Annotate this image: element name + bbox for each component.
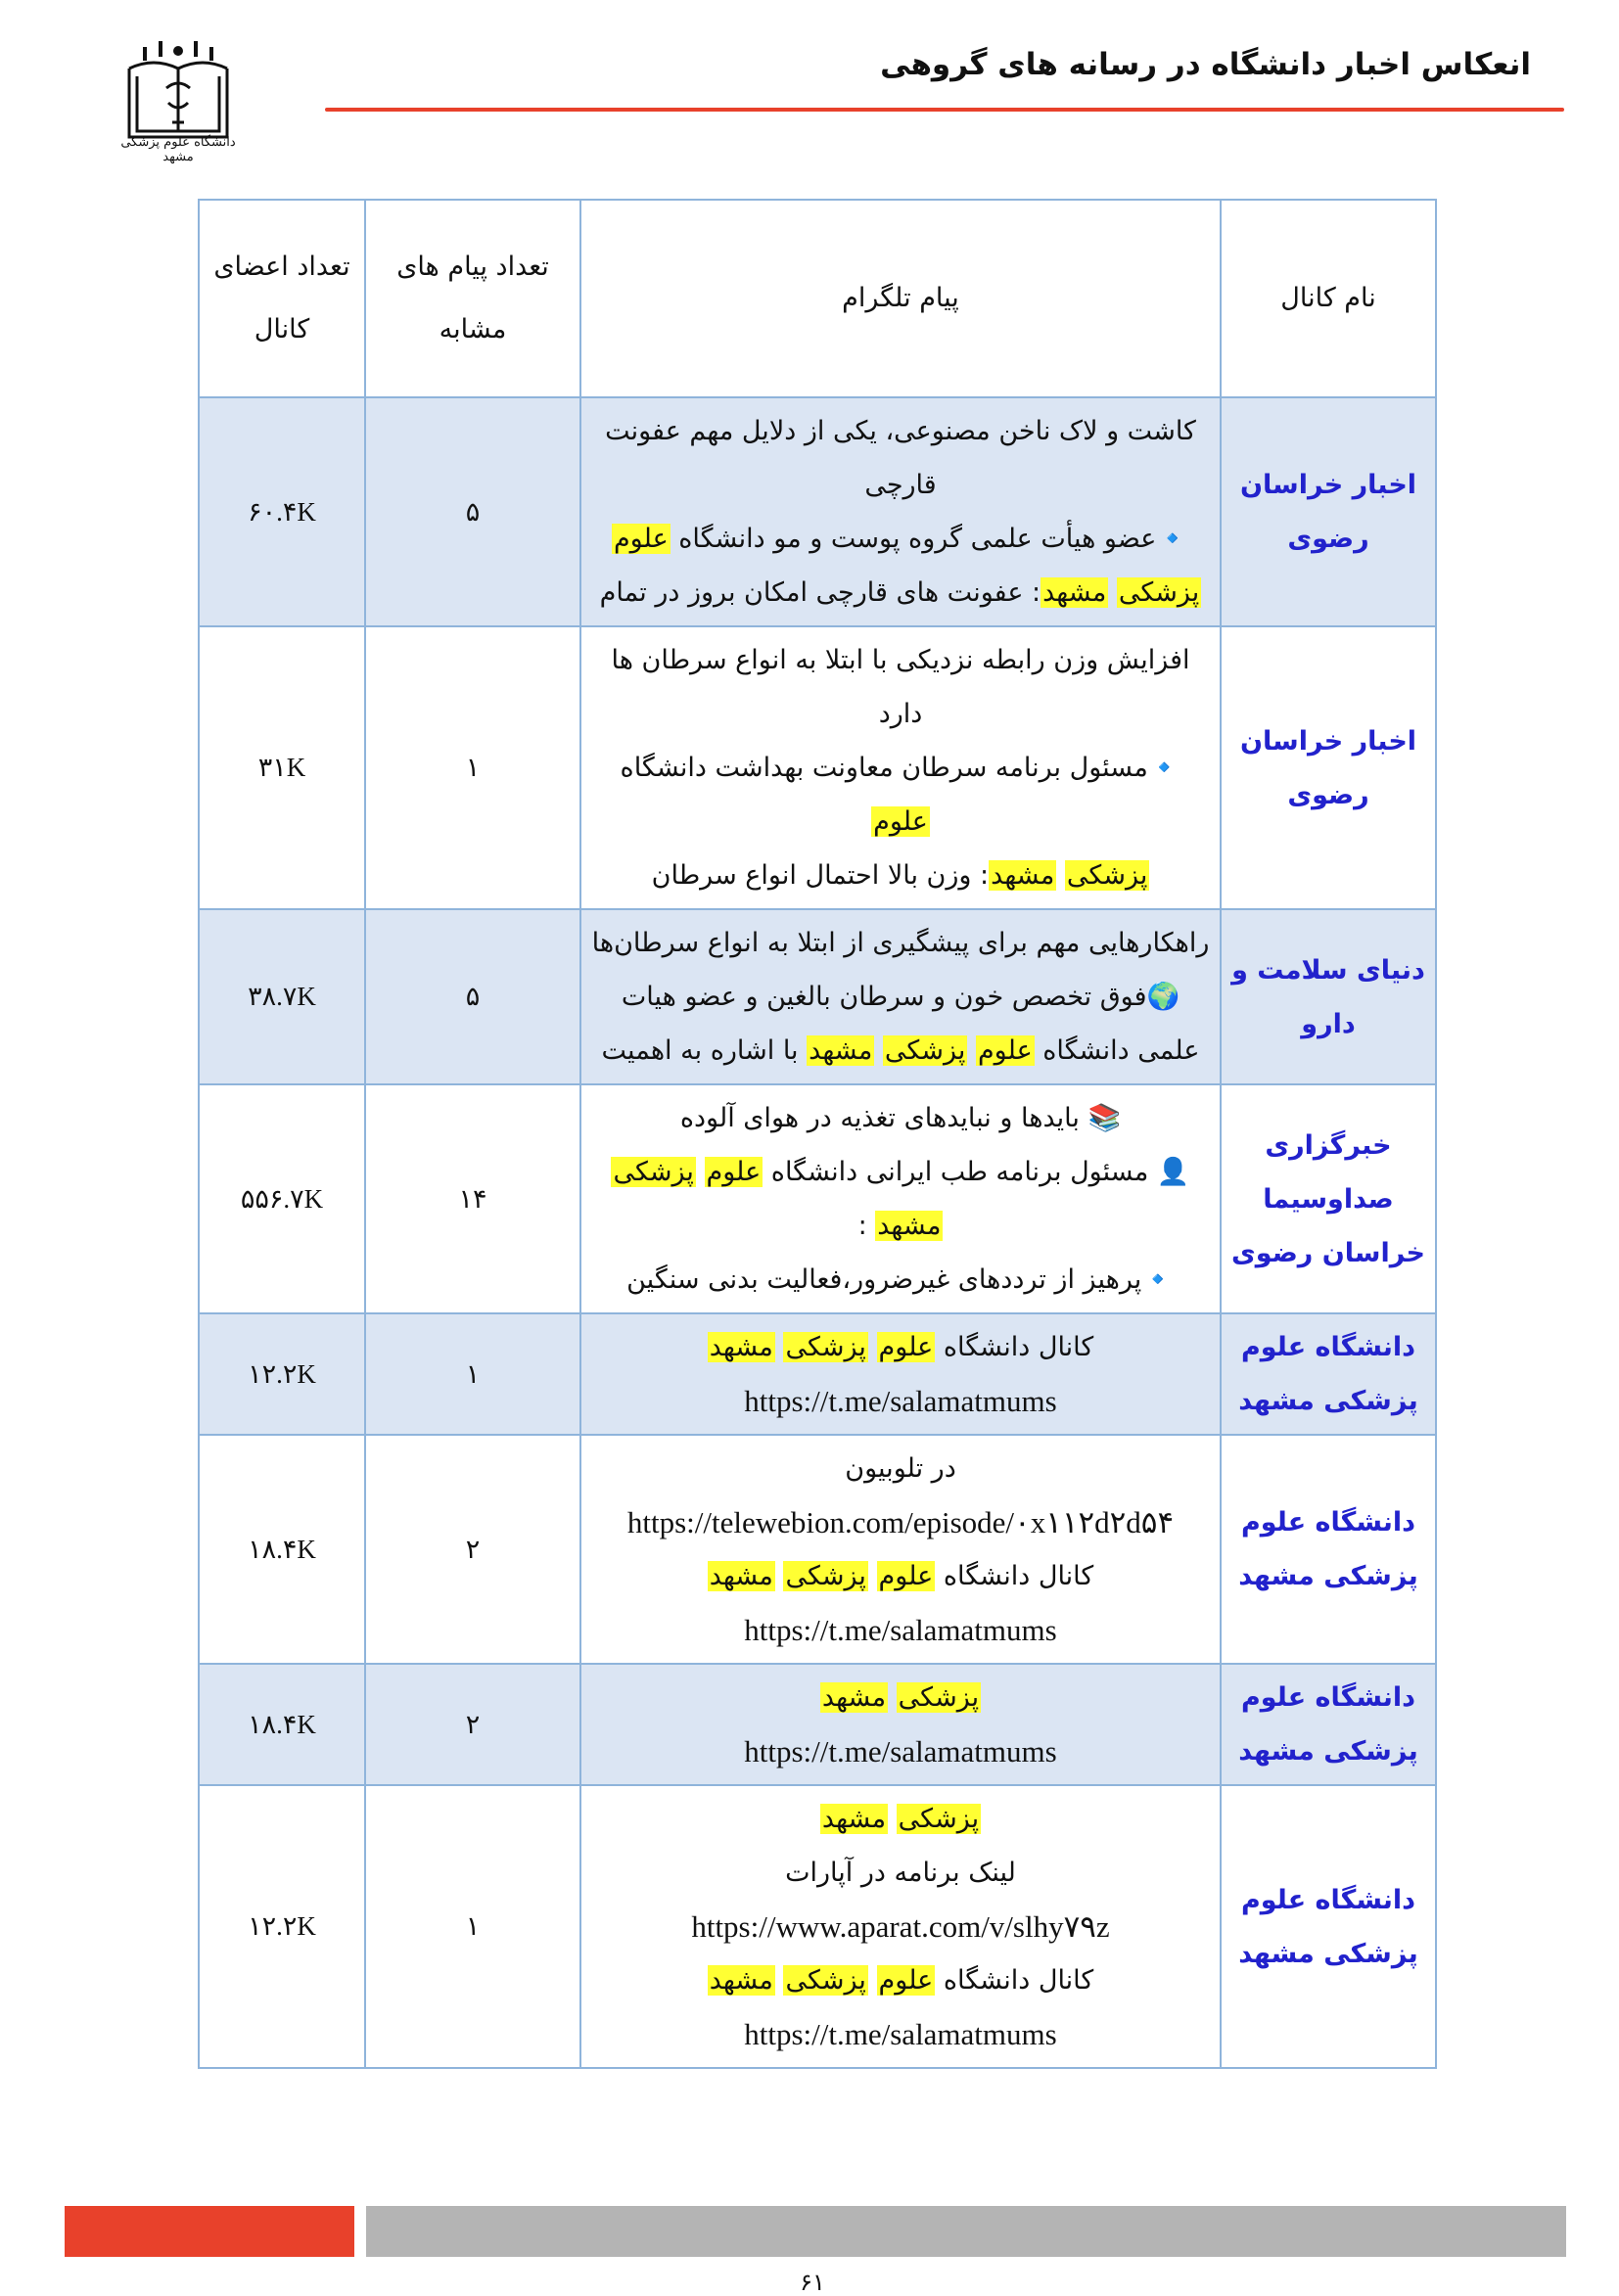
message-line: 👤 مسئول برنامه طب ایرانی دانشگاه علوم پزشکی [613, 1157, 1190, 1187]
table-row [199, 909, 1436, 1084]
message-line: کانال دانشگاه علوم پزشکی مشهد [709, 1332, 1094, 1362]
channel-link[interactable]: https://t.me/salamatmums [744, 1613, 1057, 1647]
member-count: ۱۸.۴K [199, 1435, 365, 1664]
header-members: تعداد اعضای کانال [199, 200, 365, 397]
table-row [199, 626, 1436, 909]
channel-name: دانشگاه علوم پزشکی مشهد [1221, 1313, 1436, 1435]
message-cell [580, 1435, 1221, 1664]
message-cell [580, 1084, 1221, 1313]
header-divider [325, 108, 1564, 112]
member-count: ۵۵۶.۷K [199, 1084, 365, 1313]
message-line: پزشکی مشهد: عفونت های قارچی امکان بروز در تمام [599, 577, 1200, 608]
message-cell [580, 1785, 1221, 2068]
message-line: 🔹پرهیز از ترددهای غیرضرور،فعالیت بدنی سنگین [626, 1264, 1175, 1295]
message-line: پزشکی مشهد [821, 1804, 980, 1834]
member-count: ۳۸.۷K [199, 909, 365, 1084]
table-row [199, 1313, 1436, 1435]
channel-name: دنیای سلامت و دارو [1221, 909, 1436, 1084]
table-row [199, 1435, 1436, 1664]
header-message: پیام تلگرام [580, 200, 1221, 397]
message-cell [580, 909, 1221, 1084]
table-row [199, 397, 1436, 626]
message-line: راهکارهایی مهم برای پیشگیری از ابتلا به انواع سرطان‌ها [591, 928, 1210, 958]
table-row [199, 1084, 1436, 1313]
message-line: مشهد : [857, 1211, 942, 1241]
message-line: 📚 بایدها و نبایدهای تغذیه در هوای آلوده [679, 1103, 1122, 1133]
message-line: قارچی [864, 470, 937, 500]
message-line: 🔹مسئول برنامه سرطان معاونت بهداشت دانشگاه علوم [620, 753, 1181, 837]
similar-count: ۱ [365, 1313, 580, 1435]
message-line: افزایش وزن رابطه نزدیکی با ابتلا به انواع سرطان ها دارد [611, 645, 1190, 729]
member-count: ۱۲.۲K [199, 1313, 365, 1435]
similar-count: ۱ [365, 1785, 580, 2068]
table-row [199, 1664, 1436, 1785]
member-count: ۳۱K [199, 626, 365, 909]
similar-count: ۱۴ [365, 1084, 580, 1313]
message-line: 🌍فوق تخصص خون و سرطان بالغین و عضو هیات [621, 982, 1180, 1012]
table-row [199, 1785, 1436, 2068]
channel-name: دانشگاه علوم پزشکی مشهد [1221, 1435, 1436, 1664]
header-similar: تعداد پیام های مشابه [365, 200, 580, 397]
message-line: علمی دانشگاه علوم پزشکی مشهد با اشاره به اهمیت [601, 1035, 1200, 1066]
message-line: کاشت و لاک ناخن مصنوعی، یکی از دلایل مهم عفونت [605, 416, 1196, 446]
channel-link[interactable]: https://t.me/salamatmums [744, 1734, 1057, 1768]
message-cell [580, 1313, 1221, 1435]
message-line: پزشکی مشهد [821, 1682, 980, 1713]
message-line: پزشکی مشهد: وزن بالا احتمال انواع سرطان [651, 860, 1148, 891]
channel-name: دانشگاه علوم پزشکی مشهد [1221, 1785, 1436, 2068]
message-line: 🔹عضو هیأت علمی گروه پوست و مو دانشگاه علوم [613, 524, 1190, 554]
channel-link[interactable]: https://t.me/salamatmums [744, 1384, 1057, 1418]
header-channel: نام کانال [1221, 200, 1436, 397]
channel-name: اخبار خراسان رضوی [1221, 626, 1436, 909]
footer-red-bar [65, 2206, 354, 2257]
similar-count: ۲ [365, 1435, 580, 1664]
similar-count: ۵ [365, 397, 580, 626]
footer-gray-bar [366, 2206, 1566, 2257]
channel-name: دانشگاه علوم پزشکی مشهد [1221, 1664, 1436, 1785]
channel-name: خبرگزاری صداوسیما خراسان رضوی [1221, 1084, 1436, 1313]
similar-count: ۵ [365, 909, 580, 1084]
channel-link[interactable]: https://t.me/salamatmums [744, 2017, 1057, 2051]
page-number: ۶۱ [800, 2269, 825, 2296]
message-line: در تلوبیون [845, 1453, 956, 1484]
message-cell [580, 397, 1221, 626]
telewebion-link[interactable]: https://telewebion.com/episode/۰x۱۱۲d۲d۵۴ [626, 1505, 1175, 1539]
aparat-link[interactable]: https://www.aparat.com/v/slhy۷۹z [691, 1909, 1110, 1944]
member-count: ۶۰.۴K [199, 397, 365, 626]
channel-name: اخبار خراسان رضوی [1221, 397, 1436, 626]
news-table [198, 199, 1437, 2069]
table-header-row [199, 200, 1436, 397]
message-cell [580, 1664, 1221, 1785]
member-count: ۱۸.۴K [199, 1664, 365, 1785]
logo-caption: دانشگاه علوم پزشکی مشهد [120, 135, 236, 164]
message-cell [580, 626, 1221, 909]
message-line: کانال دانشگاه علوم پزشکی مشهد [709, 1965, 1094, 1996]
similar-count: ۱ [365, 626, 580, 909]
member-count: ۱۲.۲K [199, 1785, 365, 2068]
page-header-title: انعکاس اخبار دانشگاه در رسانه های گروهی [880, 47, 1531, 82]
similar-count: ۲ [365, 1664, 580, 1785]
message-line: لینک برنامه در آپارات [785, 1858, 1016, 1888]
message-line: کانال دانشگاه علوم پزشکی مشهد [709, 1561, 1094, 1591]
